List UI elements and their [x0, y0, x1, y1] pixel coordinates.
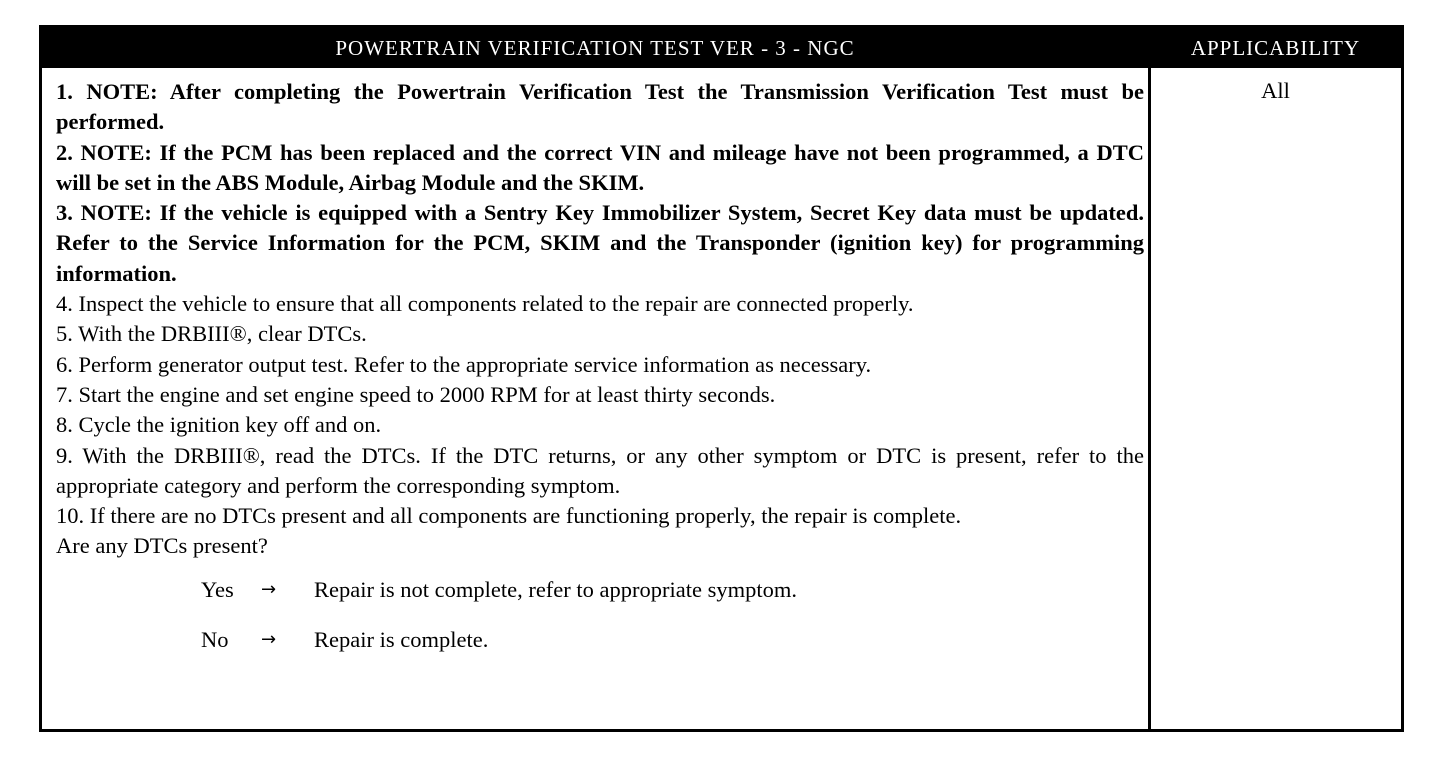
step-5: 5. With the DRBIII®, clear DTCs. [56, 321, 367, 347]
step-7: 7. Start the engine and set engine speed to 2000 RPM for at least thirty seconds. [56, 381, 776, 407]
step-3: 3. NOTE: If the vehicle is equipped with a Sentry Key Immobilizer System, Secret Key data must be updated. Refer to the Service Information for the PCM, SKIM and the Transponder (ignition key) for programming information. [56, 200, 1144, 286]
applicability-title: APPLICABILITY [1190, 35, 1361, 60]
answer-no [56, 625, 1144, 675]
table-header [42, 28, 1401, 68]
arrow-right-icon: → [261, 578, 277, 600]
step-10: 10. If there are no DTCs present and all components are functioning properly, the repair is complete. [56, 503, 962, 529]
step-6: 6. Perform generator output test. Refer to the appropriate service information as necessary. [56, 351, 872, 377]
procedure-title: POWERTRAIN VERIFICATION TEST VER - 3 - NGC [335, 35, 855, 60]
column-divider [1148, 68, 1151, 729]
answer-no-action: Repair is complete. [314, 626, 489, 652]
answer-no-label: No [201, 626, 229, 652]
step-1: 1. NOTE: After completing the Powertrain Verification Test the Transmission Verification Test must be performed. [56, 79, 1144, 135]
applicability-value: All [1261, 78, 1290, 103]
procedure-table [39, 25, 1404, 732]
answer-yes-label: Yes [201, 576, 234, 602]
question-text: Are any DTCs present? [56, 533, 268, 559]
steps-cell [56, 77, 1144, 675]
answer-yes [56, 575, 1144, 625]
answer-yes-action: Repair is not complete, refer to appropriate symptom. [314, 576, 797, 602]
step-4: 4. Inspect the vehicle to ensure that all components related to the repair are connected properly. [56, 291, 914, 317]
step-2: 2. NOTE: If the PCM has been replaced and the correct VIN and mileage have not been programmed, a DTC will be set in the ABS Module, Airbag Module and the SKIM. [56, 139, 1144, 195]
arrow-right-icon: → [261, 628, 277, 650]
step-8: 8. Cycle the ignition key off and on. [56, 412, 382, 438]
answer-list [56, 575, 1144, 675]
step-9: 9. With the DRBIII®, read the DTCs. If the DTC returns, or any other symptom or DTC is present, refer to the appropriate category and perform the corresponding symptom. [56, 442, 1144, 498]
